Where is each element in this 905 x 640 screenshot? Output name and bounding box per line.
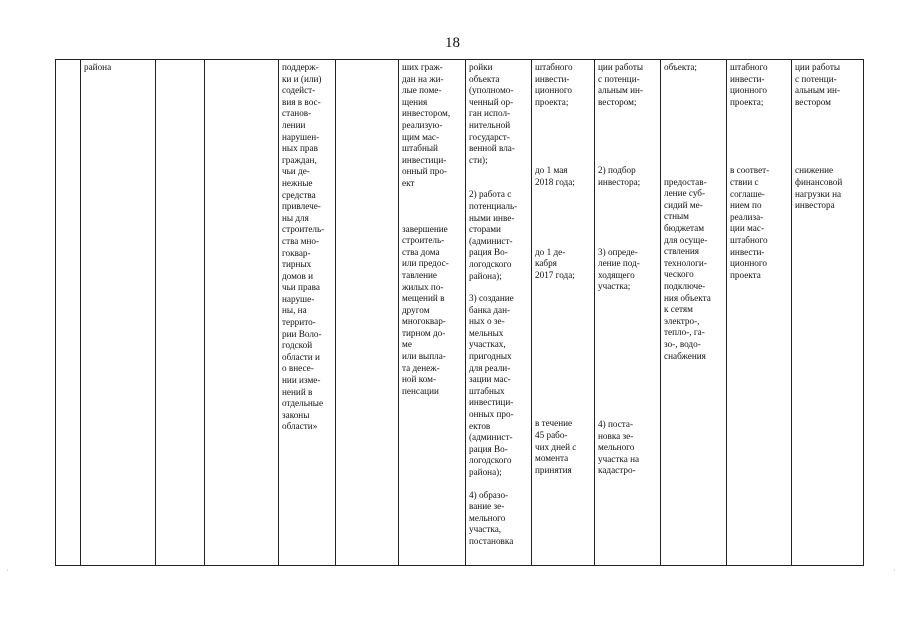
action-item: 4) образо- вание зе- мельного участка, постановка: [469, 489, 514, 546]
empty-cell: [205, 60, 279, 566]
action-item: ройки объекта (уполномо- ченный ор- ган испол- нительной государст- венной вла- сти);: [469, 62, 515, 165]
result-item: ции работы с потенци- альным ин- вестором;: [598, 62, 644, 107]
main-table: [55, 59, 864, 566]
deadline-item: в течение 45 рабо- чих дней с момента принятия: [535, 418, 577, 475]
actions-cell: [466, 60, 532, 566]
deadline-item: штабного инвести- ционного проекта;: [535, 62, 573, 107]
empty-cell: [336, 60, 399, 566]
district-cell: [81, 60, 156, 566]
legal-basis-cell: [279, 60, 336, 566]
result-item: 4) поста- новка зе- мельного участка на кадастро-: [598, 418, 640, 476]
scan-mark: ·: [893, 566, 896, 575]
action-item: 2) работа с потенциаль- ными инве- сторами (админист- рация Во- логодского района);: [469, 189, 518, 281]
terms-cell: [727, 60, 792, 566]
terms-item: в соответ- ствии с соглаше- нием по реализа- ции мас- штабного инвести- ционного проекта: [730, 165, 770, 280]
effect-item: снижение финансовой нагрузки на инвестора: [795, 165, 843, 211]
measures-text-a: ших граж- дан на жи- лые поме- щения инвестором, реализую- щим мас- штабный инвестици- онный про- ект: [402, 62, 451, 188]
district-text: района: [84, 62, 112, 72]
page-number: 18: [445, 35, 460, 51]
action-item: 3) создание банка дан- ных о зе- мельных участках, пригодных для реали- зации мас- штабных инвестици- онных про- ектов (админист- рация Во- логодского района);: [469, 293, 514, 477]
result-item: 3) опреде- ление под- ходящего участка;: [598, 246, 640, 292]
effect-item: ции работы с потенци- альным ин- вестором: [795, 62, 841, 107]
empty-cell: [156, 60, 205, 566]
support-cell: [661, 60, 727, 566]
results-cell: [595, 60, 661, 566]
terms-item: штабного инвести- ционного проекта;: [730, 62, 768, 107]
deadlines-cell: [532, 60, 595, 566]
support-item: предостав- ление суб- сидий ме- стным бюджетам для осуще- ствления технологи- ческого подключе- ния объекта к сетям электро-, тепло-, га- зо-, водо- снабжения: [664, 176, 711, 361]
measures-text-b: завершение строитель- ства дома или предос- тавление жилых по- мещений в другом многоквар- тирном до- ме или выпла- та денеж- ной ком- пенсации: [402, 223, 449, 396]
result-item: 2) подбор инвестора;: [598, 165, 641, 187]
legal-basis-text: поддерж- ки и (или) содейст- вия в вос- станов- лении нарушен- ных прав граждан, чьи де- нежные средства привлече- ны для строитель- ства мно- гоквар- тирных домов и чьи права наруше- ны, на террито- рии Воло- годской области и о внесе- нии изме- нений в отдельные законы области»: [282, 62, 325, 432]
row-number-cell: [56, 60, 81, 566]
deadline-item: до 1 де- кабря 2017 года;: [535, 246, 575, 280]
scan-mark: ·: [6, 566, 9, 575]
support-item: объекта;: [664, 62, 697, 72]
deadline-item: до 1 мая 2018 года;: [535, 165, 575, 187]
measures-cell: [399, 60, 466, 566]
table-row: [56, 60, 864, 566]
effect-cell: [792, 60, 864, 566]
